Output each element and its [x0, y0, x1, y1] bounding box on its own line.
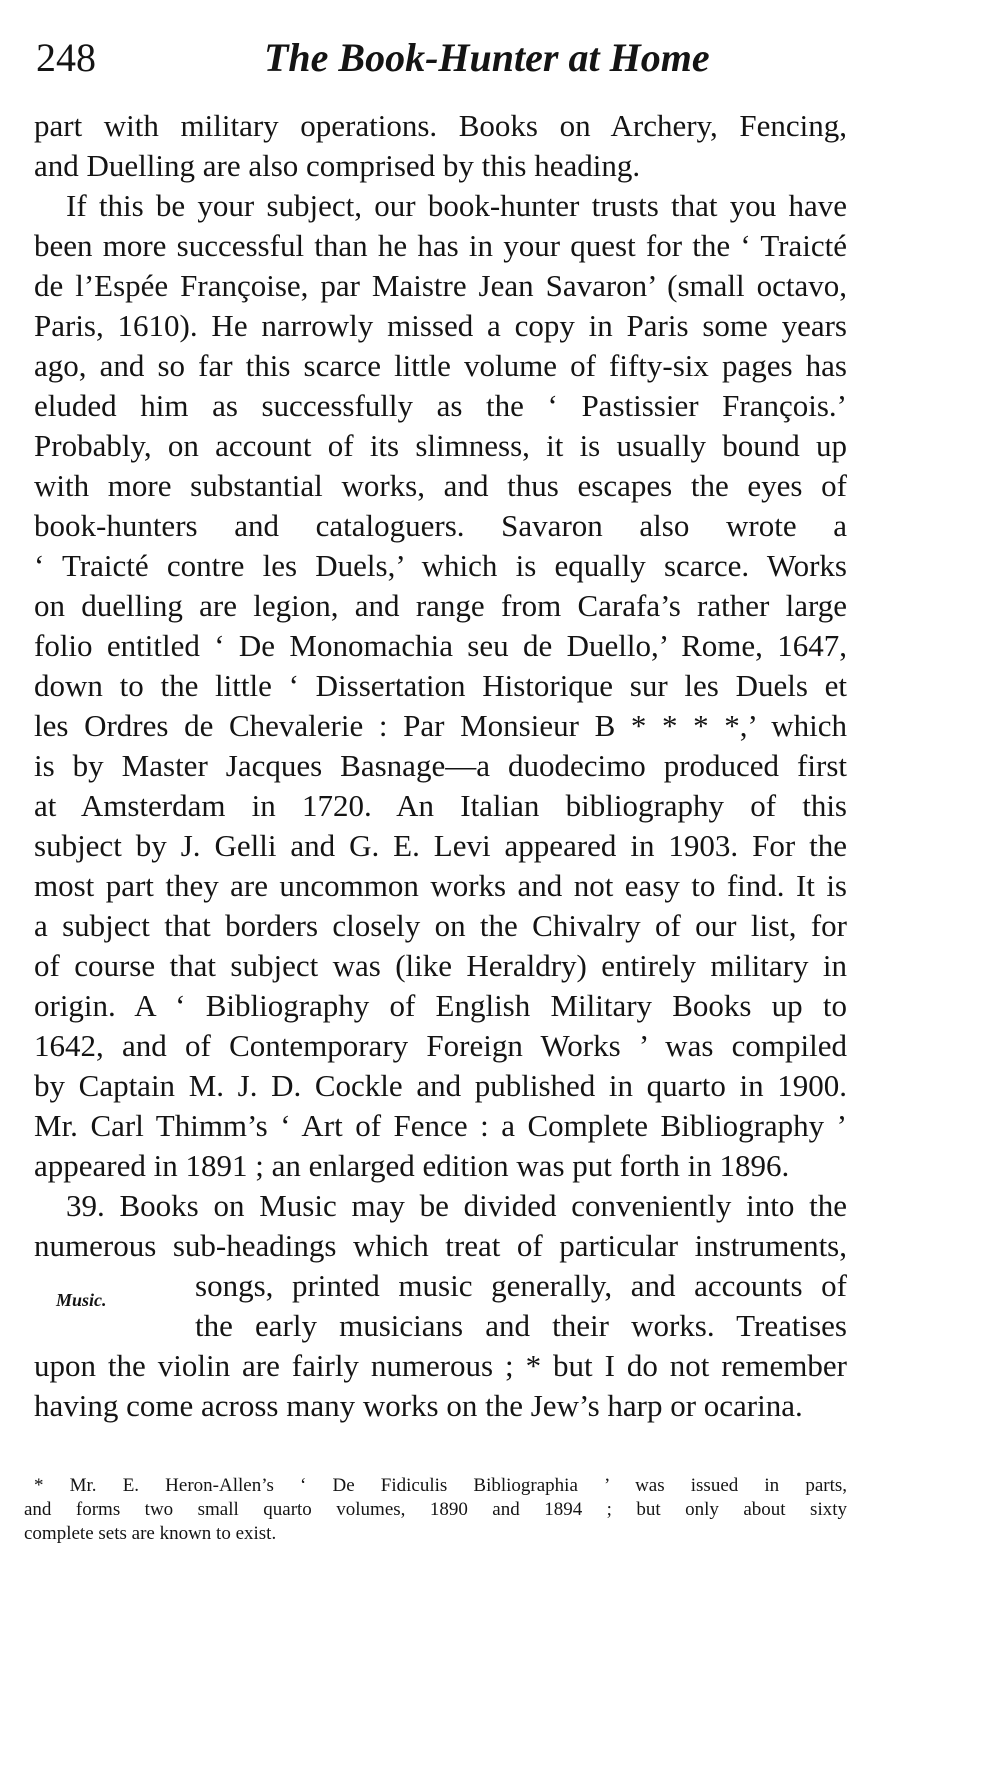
text-line: most part they are uncommon works and not easy to find. It is [34, 868, 847, 903]
text-line: with more substantial works, and thus escapes the eyes of [34, 468, 847, 503]
footnote-line: complete sets are known to exist. [24, 1523, 277, 1544]
text-line: les Ordres de Chevalerie : Par Monsieur B * * * *,’ which [34, 708, 847, 743]
text-line: numerous sub-headings which treat of particular instruments, [34, 1228, 847, 1263]
running-title: The Book-Hunter at Home [264, 35, 710, 80]
text-line: Mr. Carl Thimm’s ‘ Art of Fence : a Complete Bibliography ’ [34, 1108, 847, 1143]
text-line: Paris, 1610). He narrowly missed a copy in Paris some years [34, 308, 847, 343]
margin-note-music: Music. [56, 1290, 107, 1310]
text-line: been more successful than he has in your quest for the ‘ Traicté [34, 228, 847, 263]
text-line: part with military operations. Books on Archery, Fencing, [34, 108, 847, 143]
text-line: and Duelling are also comprised by this heading. [34, 148, 641, 183]
page-header [36, 28, 776, 88]
text-line: 1642, and of Contemporary Foreign Works ’ was compiled [34, 1028, 847, 1063]
text-line: de l’Espée Françoise, par Maistre Jean Savaron’ (small octavo, [34, 268, 847, 303]
text-line: is by Master Jacques Basnage—a duodecimo produced first [34, 748, 847, 783]
text-line: songs, printed music generally, and accounts of [195, 1268, 847, 1303]
text-line: by Captain M. J. D. Cockle and published in quarto in 1900. [34, 1068, 847, 1103]
text-line: upon the violin are fairly numerous ; * but I do not remember [34, 1348, 847, 1383]
page-number: 248 [36, 35, 96, 80]
text-line: book-hunters and cataloguers. Savaron also wrote a [34, 508, 847, 543]
text-line: subject by J. Gelli and G. E. Levi appeared in 1903. For the [34, 828, 847, 863]
footnote-line: and forms two small quarto volumes, 1890 and 1894 ; but only about sixty [24, 1499, 847, 1520]
text-line: Probably, on account of its slimness, it is usually bound up [34, 428, 847, 463]
text-line: at Amsterdam in 1720. An Italian bibliography of this [34, 788, 847, 823]
text-line: appeared in 1891 ; an enlarged edition was put forth in 1896. [34, 1148, 790, 1183]
footnote-line: * Mr. E. Heron-Allen’s ‘ De Fidiculis Bibliographia ’ was issued in parts, [34, 1475, 847, 1496]
text-line: ago, and so far this scarce little volume of fifty-six pages has [34, 348, 847, 383]
text-line: down to the little ‘ Dissertation Historique sur les Duels et [34, 668, 847, 703]
text-line: having come across many works on the Jew’s harp or ocarina. [34, 1388, 803, 1423]
text-line: 39. Books on Music may be divided conveniently into the [66, 1188, 847, 1223]
text-line: If this be your subject, our book-hunter trusts that you have [66, 188, 847, 223]
text-line: origin. A ‘ Bibliography of English Military Books up to [34, 988, 847, 1023]
text-line: on duelling are legion, and range from Carafa’s rather large [34, 588, 847, 623]
text-line: a subject that borders closely on the Chivalry of our list, for [34, 908, 847, 943]
text-line: folio entitled ‘ De Monomachia seu de Duello,’ Rome, 1647, [34, 628, 847, 663]
text-line: ‘ Traicté contre les Duels,’ which is equally scarce. Works [34, 548, 847, 583]
text-line: of course that subject was (like Heraldry) entirely military in [34, 948, 847, 983]
text-line: eluded him as successfully as the ‘ Pastissier François.’ [34, 388, 847, 423]
text-line: the early musicians and their works. Treatises [195, 1308, 847, 1343]
